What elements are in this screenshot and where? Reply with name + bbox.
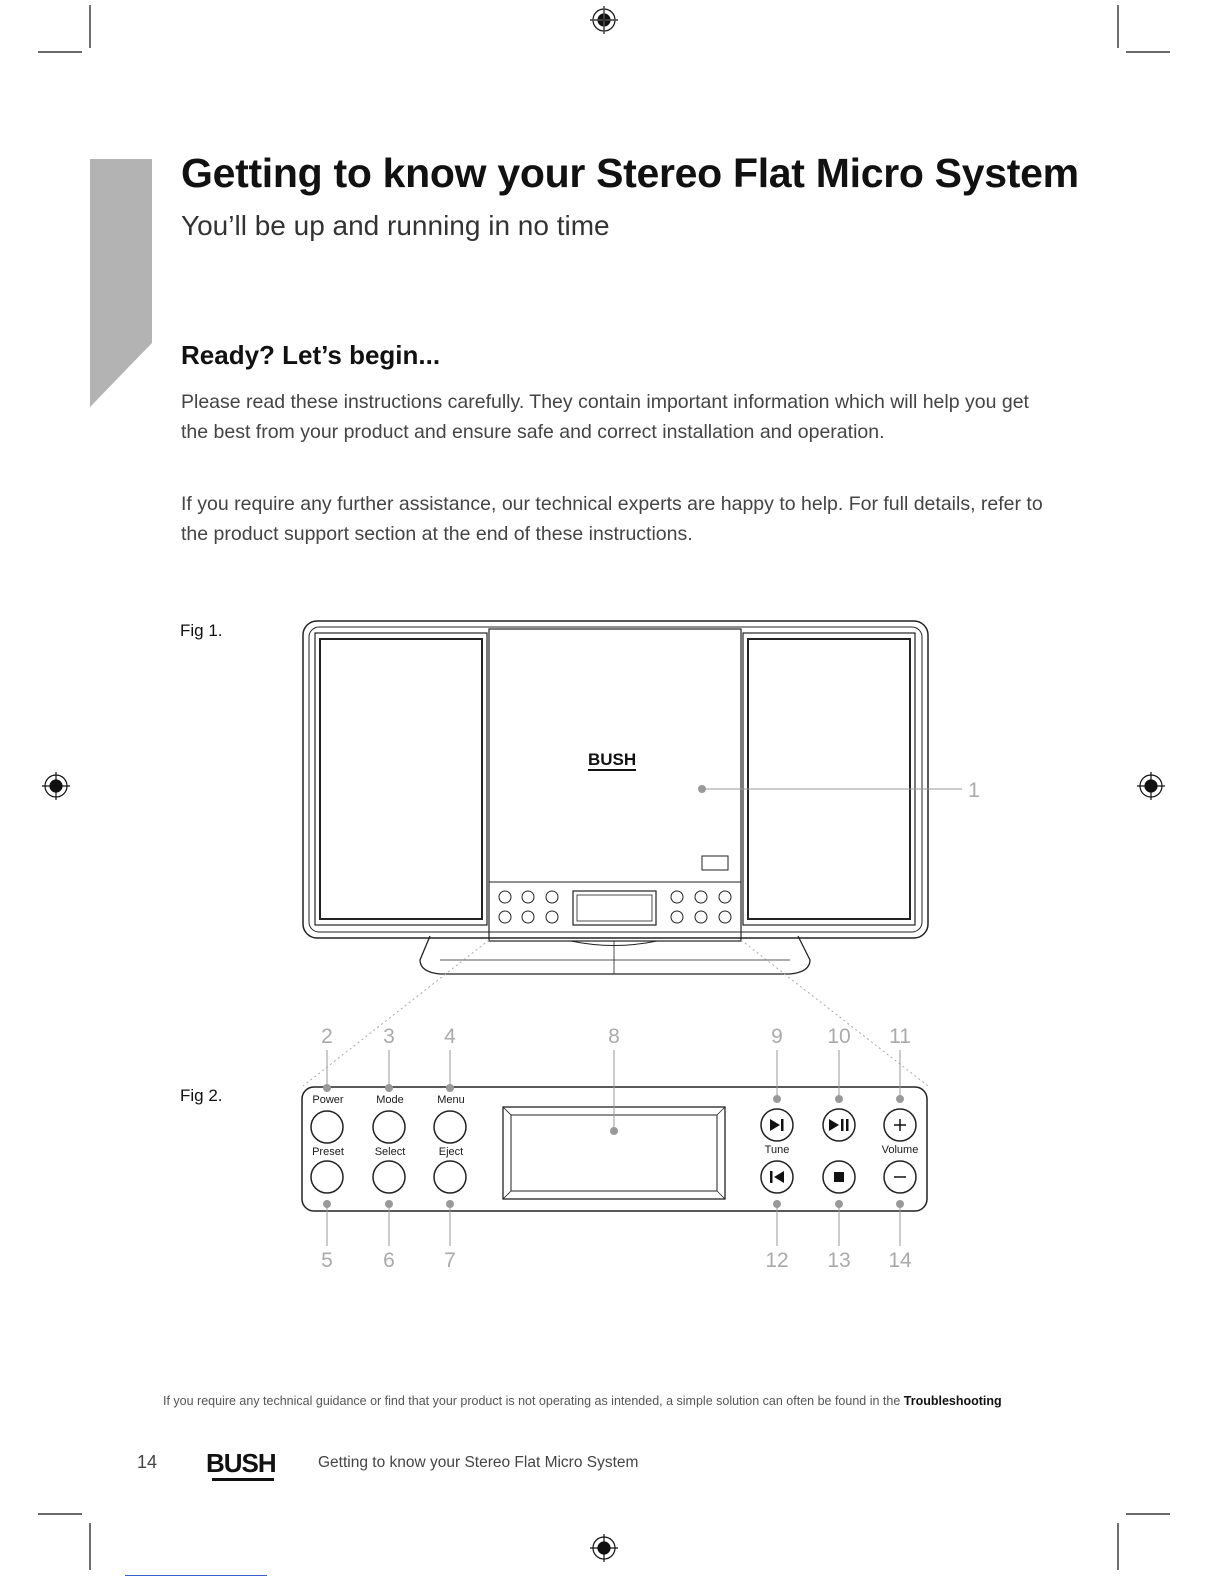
play-skip-icon	[770, 1119, 780, 1131]
troubleshooting-link[interactable]: Troubleshooting	[903, 1394, 1002, 1408]
intro-paragraph-2: If you require any further assistance, our technical experts are happy to help. For full details, refer to the product support section at the end of these instructions.	[181, 493, 1043, 545]
skip-back-bar-icon	[770, 1171, 773, 1183]
intro-paragraph-1: Please read these instructions carefully. They contain important information which will help you get the best from your product and ensure safe and correct installation and operation.	[181, 391, 1029, 443]
label-menu: Menu	[437, 1094, 465, 1106]
callout-1: 1	[968, 779, 980, 802]
label-volume: Volume	[881, 1144, 919, 1156]
page-title: Getting to know your Stereo Flat Micro System	[181, 150, 1079, 196]
callout-2: 2	[321, 1025, 333, 1048]
callout-13: 13	[827, 1249, 851, 1272]
brand-logo	[206, 1448, 276, 1479]
callout-10: 10	[827, 1025, 851, 1048]
bottom-link-underline	[125, 1575, 267, 1576]
label-power: Power	[312, 1094, 344, 1106]
callout-5: 5	[321, 1249, 333, 1272]
fig2-label: Fig 2.	[180, 1086, 223, 1105]
callout-14: 14	[888, 1249, 912, 1272]
footer-note-text: If you require any technical guidance or find that your product is not operating as intended, a simple solution can often be found in the	[163, 1394, 904, 1408]
callout-7: 7	[444, 1249, 456, 1272]
callout-8: 8	[608, 1025, 620, 1048]
callout-4: 4	[444, 1025, 456, 1048]
eject-button	[434, 1161, 466, 1193]
play-pause-icon	[829, 1119, 839, 1131]
brand-logo-text: BUSH	[206, 1448, 276, 1478]
stop-icon	[834, 1172, 844, 1182]
label-eject: Eject	[438, 1146, 464, 1158]
callout-3: 3	[383, 1025, 395, 1048]
device-logo: BUSH	[588, 750, 637, 769]
label-mode: Mode	[376, 1094, 404, 1106]
callout-6: 6	[383, 1249, 395, 1272]
callout-9: 9	[771, 1025, 783, 1048]
footer-section-title: Getting to know your Stereo Flat Micro System	[318, 1454, 639, 1471]
callout-12: 12	[765, 1249, 789, 1272]
callout-11: 11	[889, 1025, 911, 1048]
menu-button	[434, 1111, 466, 1143]
label-select: Select	[374, 1146, 406, 1158]
page-number: 14	[137, 1452, 158, 1472]
fig1-label: Fig 1.	[180, 621, 223, 640]
preset-button	[311, 1161, 343, 1193]
mode-button	[373, 1111, 405, 1143]
page-subtitle: You’ll be up and running in no time	[181, 210, 610, 241]
select-button	[373, 1161, 405, 1193]
footer-note	[163, 1394, 1002, 1408]
section-heading: Ready? Let’s begin...	[181, 340, 441, 370]
label-tune: Tune	[764, 1144, 790, 1156]
power-button	[311, 1111, 343, 1143]
label-preset: Preset	[312, 1146, 344, 1158]
